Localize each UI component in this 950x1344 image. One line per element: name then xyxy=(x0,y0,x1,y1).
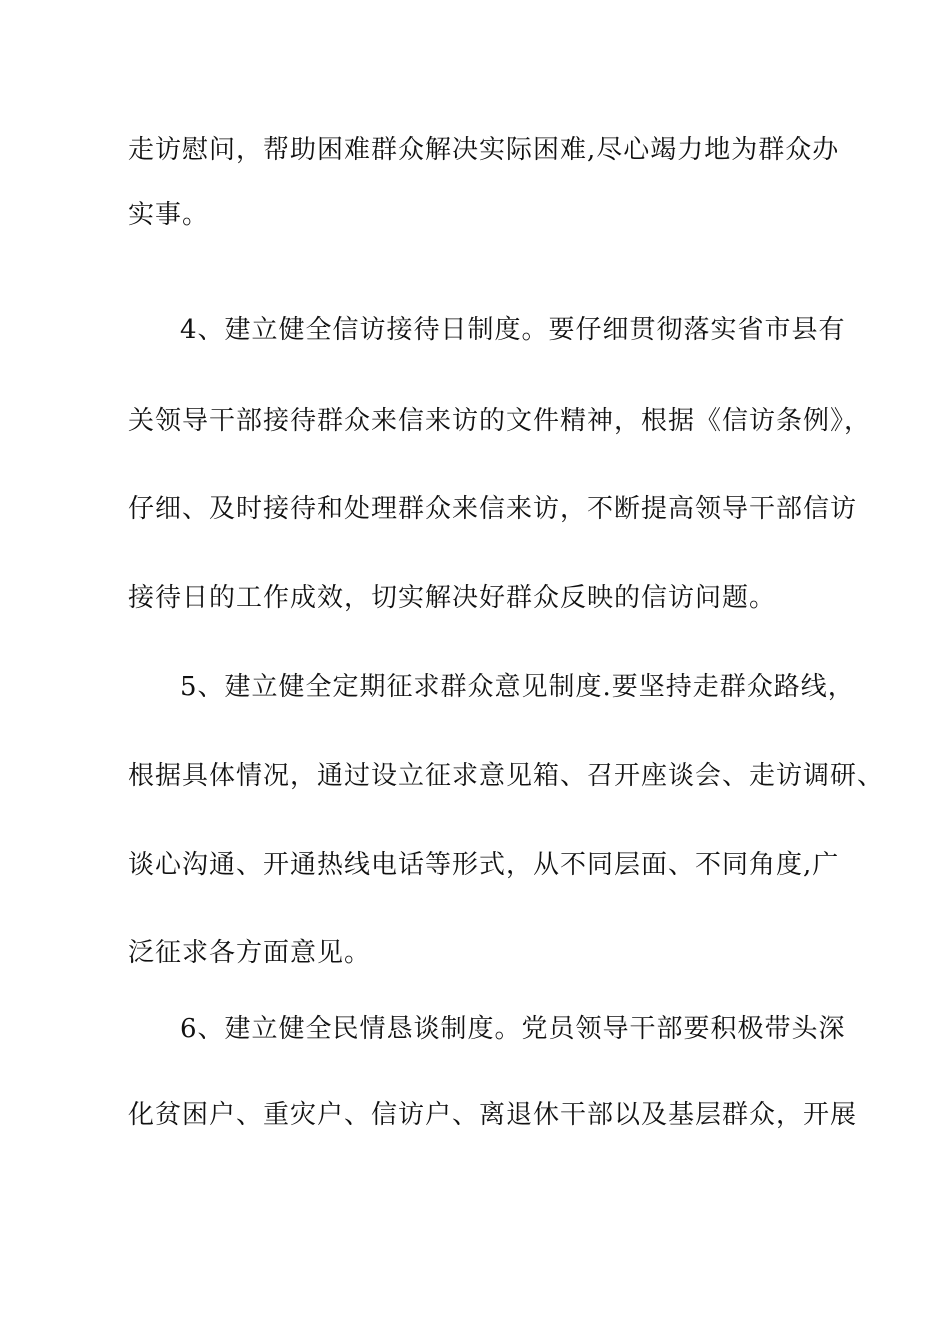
paragraph-line: 根据具体情况，通过设立征求意见箱、召开座谈会、走访调研、 xyxy=(128,761,885,791)
paragraph-line: 6、建立健全民情恳谈制度。党员领导干部要积极带头深 xyxy=(180,1014,846,1044)
paragraph-line: 泛征求各方面意见。 xyxy=(128,938,372,968)
paragraph-line: 谈心沟通、开通热线电话等形式，从不同层面、不同角度,广 xyxy=(128,850,840,880)
paragraph-line: 接待日的工作成效，切实解决好群众反映的信访问题。 xyxy=(128,583,777,613)
paragraph-line: 化贫困户、重灾户、信访户、离退休干部以及基层群众，开展 xyxy=(128,1100,858,1130)
paragraph-line: 走访慰问，帮助困难群众解决实际困难,尽心竭力地为群众办 xyxy=(128,135,840,165)
paragraph-line: 关领导干部接待群众来信来访的文件精神，根据《信访条例》， xyxy=(128,406,872,436)
paragraph-line: 仔细、及时接待和处理群众来信来访，不断提高领导干部信访 xyxy=(128,494,858,524)
paragraph-line: 5、建立健全定期征求群众意见制度.要坚持走群众路线， xyxy=(180,672,855,702)
paragraph-line: 实事。 xyxy=(128,200,210,230)
paragraph-line: 4、建立健全信访接待日制度。要仔细贯彻落实省市县有 xyxy=(180,315,846,345)
